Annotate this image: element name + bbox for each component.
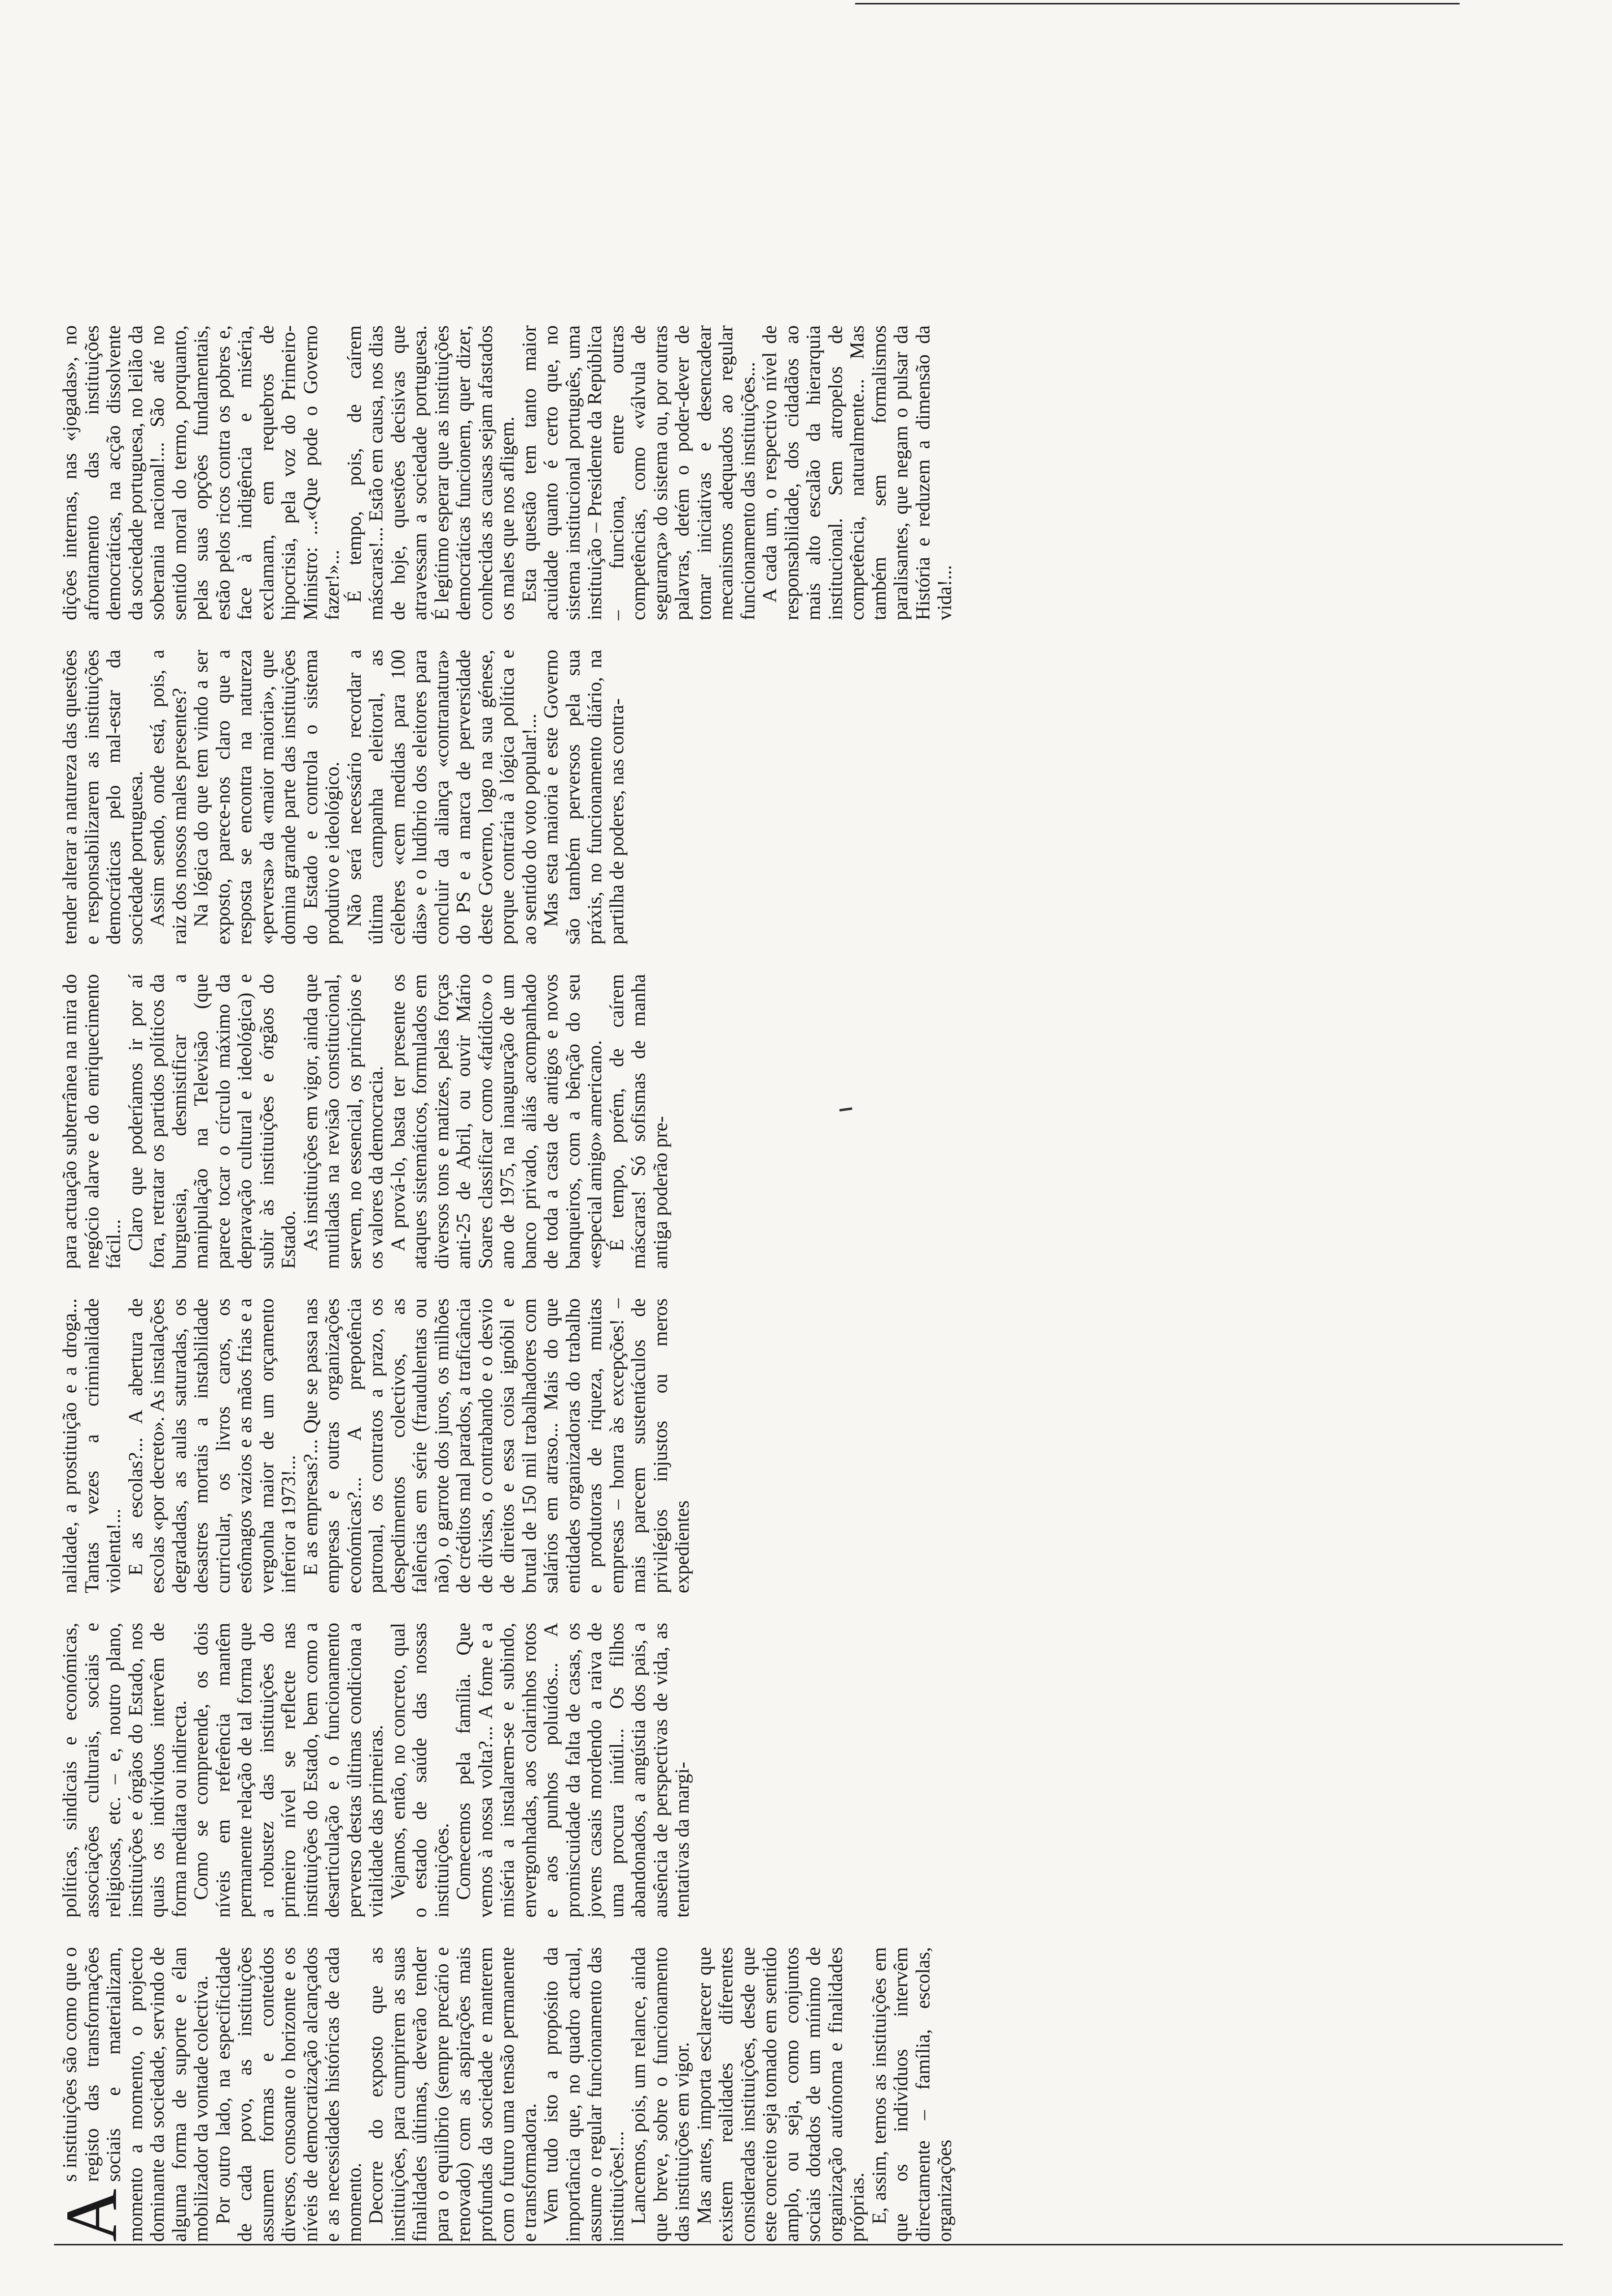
paragraph: Claro que poderíamos ir por aí fora, retratar os partidos políticos da burguesia, desmistificar a manipulação na Televisão (que parece tocar o círculo máximo da depravação cultural e ideológica) e subir às instituições e órgãos do Estado. bbox=[124, 974, 299, 1269]
drop-cap: A bbox=[51, 2188, 132, 2242]
paragraph: Esta questão tem tanto maior acuidade quanto é certo que, no sistema institucional português, uma instituição – Presidente da República – funciona, entre outras competências, como «válvula de segurança» do sistema ou, por outras palavras, detém o poder-dever de tomar iniciativas e desencadear mecanismos adequados ao regular funcionamento das instituições... bbox=[518, 325, 759, 620]
paragraph: Como se compreende, os dois níveis em referência mantêm permanente relação de tal forma que a robustez das instituições do primeiro nível se reflecte nas instituições do Estado, bem como a desarticulação e o funcionamento perverso destas últimas condiciona a vitalidade das primeiras. bbox=[190, 1623, 387, 1918]
paragraph: nalidade, a prostituição e a droga... Tantas vezes a criminalidade violenta!... bbox=[58, 1298, 124, 1593]
paragraph: Mas antes, importa esclarecer que existem realidades diferentes consideradas instituições, desde que este conceito seja tomado em sentido amplo, ou seja, como conjuntos sociais dotados de um mínimo de organização autónoma e finalidades próprias. bbox=[692, 1947, 868, 2242]
column-5 bbox=[59, 650, 1386, 945]
paragraph: Decorre do exposto que as instituições, para cumprirem as suas finalidades últimas, deverão tender para o equilíbrio (sempre precário e renovado) com as aspirações mais profundas da sociedade e manterem com o futuro uma tensão permanente e transformadora. bbox=[365, 1947, 540, 2242]
paragraph: Vem tudo isto a propósito da importância que, no quadro actual, assume o regular funcionamento das instituições!... bbox=[540, 1947, 628, 2242]
paragraph: E as escolas?... A abertura de escolas «por decreto». As instalações degradadas, as aulas saturadas, os desastres mortais a instabilidade curricular, os livros caros, os estômagos vazios e as mãos frias e a vergonha maior de um orçamento inferior a 1973!... bbox=[124, 1298, 299, 1593]
paragraph: políticas, sindicais e económicas, associações culturais, sociais e religiosas, etc. – e, noutro plano, instituições e órgãos do Estado, nos quais os indivíduos intervêm de forma mediata ou indirecta. bbox=[58, 1623, 190, 1918]
paragraph: E, assim, temos as instituições em que os indivíduos intervêm directamente – família, escolas, organizações bbox=[867, 1947, 955, 2242]
paragraph: Na lógica do que tem vindo a ser exposto, parece-nos claro que a resposta se encontra na natureza «perversa» da «maior maioria», que domina grande parte das instituições do Estado e controla o sistema produtivo e ideológico. bbox=[190, 650, 343, 945]
paragraph: Assim sendo, onde está, pois, a raiz dos nossos males presentes? bbox=[146, 650, 190, 945]
column-2 bbox=[59, 1623, 1386, 1918]
paragraph: para actuação subterrânea na mira do negócio alarve e do enriquecimento fácil... bbox=[58, 974, 124, 1269]
column-6 bbox=[59, 325, 1386, 620]
paragraph: Vejamos, então, no concreto, qual o estado de saúde das nossas instituições. bbox=[386, 1623, 453, 1918]
paragraph: Não será necessário recordar a última campanha eleitoral, as célebres «cem medidas para 100 dias» e o ludíbrio dos eleitores para concluir da aliança «contranatura» do PS e a marca de perversidade deste Governo, logo na sua génese, porque contrária à lógica política e ao sentido do voto popular!... bbox=[343, 650, 540, 945]
paragraph: Comecemos pela família. Que vemos à nossa volta?... A fome e a miséria a instalarem-se e subindo, envergonhadas, aos colarinhos rotos e aos punhos poluídos... A promiscuidade da falta de casas, os jovens casais mordendo a raiva de uma procura inútil... Os filhos abandonados, a angústia dos pais, a ausência de perspectivas de vida, as tentativas da margi- bbox=[452, 1623, 693, 1918]
paragraph: A s instituições são como que o registo das transformações sociais e materializam, momento a momento, o projecto dominante da sociedade, servindo de alguma forma de suporte e élan mobilizador da vontade colectiva. bbox=[51, 1947, 212, 2242]
column-4 bbox=[59, 974, 1386, 1269]
paragraph: É tempo, porém, de caírem máscaras! Só sofismas de manha antiga poderão pre- bbox=[605, 974, 671, 1269]
column-3 bbox=[59, 1298, 1386, 1593]
paragraph: E as empresas?... Que se passa nas empresas e outras organizações económicas?... A prepotência patronal, os contratos a prazo, os despedimentos colectivos, as falências em série (fraudulentas ou não), o garrote dos juros, os milhões de créditos mal parados, a traficância de divisas, o contrabando e o desvio de direitos e essa coisa ignóbil e brutal de 150 mil trabalhadores com salários em atraso... Mais do que entidades organizadoras do trabalho e produtoras de riqueza, muitas empresas – honra às excepções! – mais parecem sustentáculos de privilégios injustos ou meros expedientes bbox=[299, 1298, 693, 1593]
paragraph: tender alterar a natureza das questões e responsabilizarem as instituições democráticas pelo mal-estar da sociedade portuguesa. bbox=[58, 650, 146, 945]
paragraph: dições internas, nas «jogadas», no afrontamento das instituições democráticas, na acção dissolvente da sociedade portuguesa, no leilão da soberania nacional!... São até no sentido moral do termo, porquanto, pelas suas opções fundamentais, estão pelos ricos contra os pobres e, face à indigência e miséria, exclamam, em requebros de hipocrisia, pela voz do Primeiro-Ministro: ...«Que pode o Governo fazer!»... bbox=[58, 325, 343, 620]
paragraph: As instituições em vigor, ainda que mutiladas na revisão constitucional, servem, no essencial, os princípios e os valores da democracia. bbox=[299, 974, 387, 1269]
column-1 bbox=[51, 1947, 1386, 2242]
paragraph: Lancemos, pois, um relance, ainda que breve, sobre o funcionamento das instituições em vigor. bbox=[627, 1947, 693, 2242]
paragraph: A cada um, o respectivo nível de responsabilidade, dos cidadãos ao mais alto escalão da hierarquia institucional. Sem atropelos de competência, naturalmente... Mas também sem formalismos paralisantes, que negam o pulsar da História e reduzem a dimensão da vida!... bbox=[758, 325, 955, 620]
paragraph: É tempo, pois, de caírem máscaras!... Estão em causa, nos dias de hoje, questões decisivas que atravessam a sociedade portuguesa. É legítimo esperar que as instituições democráticas funcionem, quer dizer, conhecidas as causas sejam afastados os males que nos afligem. bbox=[343, 325, 518, 620]
paragraph: Mas esta maioria e este Governo são também perversos pela sua práxis, no funcionamento diário, na partilha de poderes, nas contra- bbox=[540, 650, 628, 945]
paragraph: Por outro lado, na especificidade de cada povo, as instituições assumem formas e conteúdos diversos, consoante o horizonte e os níveis de democratização alcançados e as necessidades históricas de cada momento. bbox=[211, 1947, 365, 2242]
paragraph: A prová-lo, basta ter presente os ataques sistemáticos, formulados em diversos tons e matizes, pelas forças anti-25 de Abril, ou ouvir Mário Soares classificar como «fatídico» o ano de 1975, na inauguração de um banco privado, aliás acompanhado de toda a casta de antigos e novos banqueiros, com a bênção do seu «especial amigo» americano. bbox=[386, 974, 605, 1269]
